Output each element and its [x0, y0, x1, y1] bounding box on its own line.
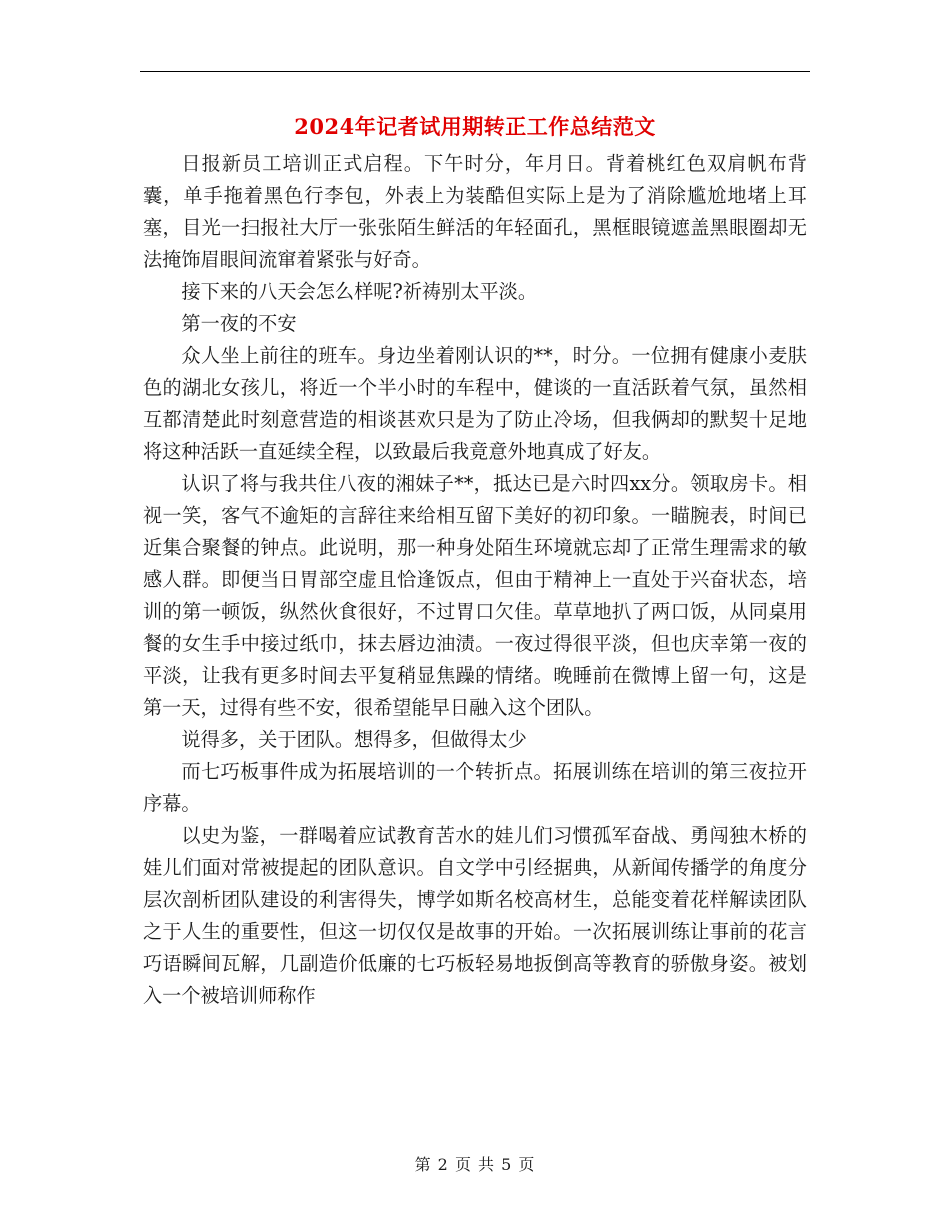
document-body — [143, 148, 807, 1012]
page-number-footer: 第 2 页 共 5 页 — [414, 1155, 536, 1174]
paragraph: 而七巧板事件成为拓展培训的一个转折点。拓展训练在培训的第三夜拉开序幕。 — [143, 760, 807, 815]
section-heading: 说得多，关于团队。想得多，但做得太少 — [181, 728, 527, 751]
section-heading: 第一夜的不安 — [181, 312, 297, 335]
paragraph: 以史为鉴，一群喝着应试教育苦水的娃儿们习惯孤军奋战、勇闯独木桥的娃儿们面对常被提起的团队意识。自文学中引经据典，从新闻传播学的角度分层次剖析团队建设的利害得失，博学如斯名校高材生，总能变着花样解读团队之于人生的重要性，但这一切仅仅是故事的开始。一次拓展训练让事前的花言巧语瞬间瓦解，几副造价低廉的七巧板轻易地扳倒高等教育的骄傲身姿。被划入一个被培训师称作 — [143, 824, 807, 1007]
paragraph: 认识了将与我共住八夜的湘妹子**，抵达已是六时四xx分。领取房卡。相视一笑，客气不逾矩的言辞往来给相互留下美好的初印象。一瞄腕表，时间已近集合聚餐的钟点。此说明，那一种身处陌生环境就忘却了正常生理需求的敏感人群。即便当日胃部空虚且恰逢饭点，但由于精神上一直处于兴奋状态，培训的第一顿饭，纵然伙食很好，不过胃口欠佳。草草地扒了两口饭，从同桌用餐的女生手中接过纸巾，抹去唇边油渍。一夜过得很平淡，但也庆幸第一夜的平淡，让我有更多时间去平复稍显焦躁的情绪。晚睡前在微博上留一句，这是第一天，过得有些不安，很希望能早日融入这个团队。 — [143, 472, 807, 719]
header-rule — [140, 71, 810, 72]
paragraph: 日报新员工培训正式启程。下午时分，年月日。背着桃红色双肩帆布背囊，单手拖着黑色行李包，外表上为装酷但实际上是为了消除尴尬地堵上耳塞，目光一扫报社大厅一张张陌生鲜活的年轻面孔，黑框眼镜遮盖黑眼圈却无法掩饰眉眼间流窜着紧张与好奇。 — [143, 152, 807, 271]
document-title: 2024年记者试用期转正工作总结范文 — [294, 114, 656, 139]
paragraph: 接下来的八天会怎么样呢?祈祷别太平淡。 — [181, 280, 538, 303]
paragraph: 众人坐上前往的班车。身边坐着刚认识的**，时分。一位拥有健康小麦肤色的湖北女孩儿，将近一个半小时的车程中，健谈的一直活跃着气氛，虽然相互都清楚此时刻意营造的相谈甚欢只是为了防止冷场，但我俩却的默契十足地将这种活跃一直延续全程，以致最后我竟意外地真成了好友。 — [143, 344, 807, 463]
